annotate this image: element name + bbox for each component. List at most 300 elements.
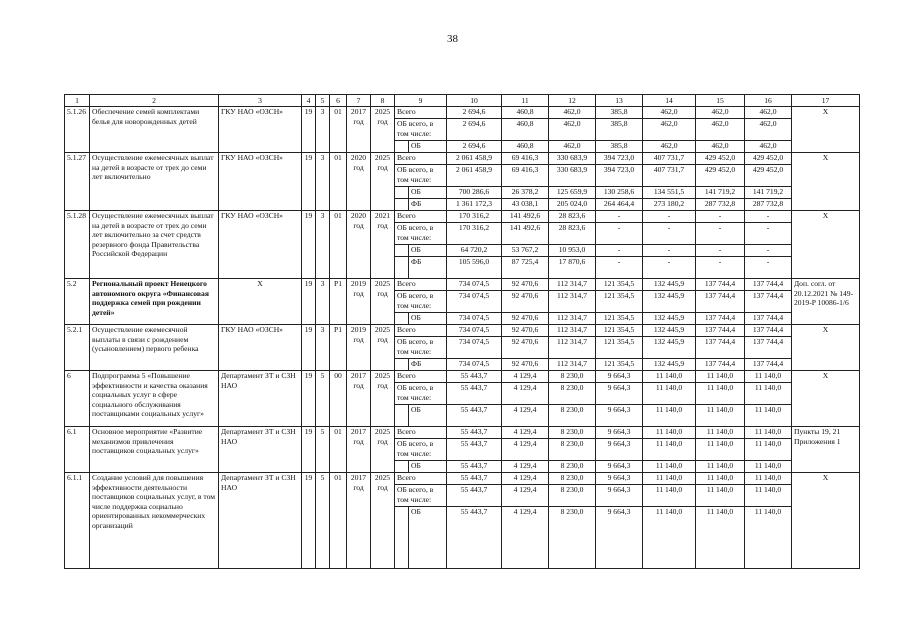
header-cell-4: 4	[302, 95, 316, 107]
amount-cell: 4 129,4	[502, 371, 549, 383]
amount-cell: 462,0	[643, 119, 696, 141]
amount-cell: 137 744,4	[696, 337, 745, 359]
item-name: Создание условий для повышения эффективности деятельности поставщиков социальных услуг, в том числе поддержка социально ориентированных некоммерческих организаций	[90, 473, 219, 569]
amount-cell: 170 316,2	[447, 223, 502, 245]
item-number: 5.1.27	[65, 153, 90, 211]
funding-source: ОБ всего, в том числе:	[395, 165, 447, 187]
funding-source: ОБ всего, в том числе:	[395, 291, 447, 313]
amount-cell: 11 140,0	[643, 439, 696, 461]
amount-cell: 125 659,9	[549, 187, 596, 199]
amount-cell: 462,0	[549, 141, 596, 153]
code-col-4: 19	[302, 279, 316, 325]
header-cell-10: 10	[447, 95, 502, 107]
funding-source: ОБ	[409, 187, 447, 199]
funding-source: ФБ	[409, 257, 447, 279]
amount-cell: 8 230,0	[549, 461, 596, 473]
indent-cell	[395, 199, 409, 211]
code-col-6: 01	[330, 473, 347, 569]
indent-cell	[395, 187, 409, 199]
header-cell-17: 17	[792, 95, 860, 107]
indent-cell	[395, 461, 409, 473]
end-year: 2025 год	[371, 279, 395, 325]
amount-cell: -	[696, 211, 745, 223]
amount-cell: -	[596, 211, 643, 223]
item-name: Основное мероприятие «Развитие механизмов привлечения поставщиков социальных услуг»	[90, 427, 219, 473]
amount-cell: 92 470,6	[502, 279, 549, 291]
start-year: 2019 год	[347, 325, 371, 371]
code-col-4: 19	[302, 153, 316, 211]
table-body	[65, 95, 860, 569]
header-cell-16: 16	[745, 95, 792, 107]
amount-cell: 385,8	[596, 107, 643, 119]
amount-cell: 134 551,5	[643, 187, 696, 199]
amount-cell: 11 140,0	[643, 383, 696, 405]
executor: Департамент ЗТ и СЗН НАО	[219, 473, 302, 569]
amount-cell: 9 664,3	[596, 371, 643, 383]
amount-cell: 330 683,9	[549, 165, 596, 187]
header-cell-8: 8	[371, 95, 395, 107]
amount-cell: 8 230,0	[549, 383, 596, 405]
amount-cell: 132 445,9	[643, 291, 696, 313]
amount-cell: 55 443,7	[447, 383, 502, 405]
amount-cell: 132 445,9	[643, 359, 696, 371]
indent-cell	[395, 405, 409, 427]
start-year: 2017 год	[347, 427, 371, 473]
amount-cell: -	[745, 257, 792, 279]
note-cell: X	[792, 211, 860, 279]
amount-cell: 69 416,3	[502, 153, 549, 165]
funding-source: ОБ	[409, 507, 447, 569]
indent-cell	[395, 245, 409, 257]
funding-source: ФБ	[409, 199, 447, 211]
amount-cell: 137 744,4	[745, 337, 792, 359]
amount-cell: 2 694,6	[447, 119, 502, 141]
amount-cell: 112 314,7	[549, 313, 596, 325]
amount-cell: 11 140,0	[696, 439, 745, 461]
amount-cell: 64 720,2	[447, 245, 502, 257]
header-cell-14: 14	[643, 95, 696, 107]
table-row	[65, 211, 860, 223]
amount-cell: 4 129,4	[502, 507, 549, 569]
amount-cell: 132 445,9	[643, 325, 696, 337]
amount-cell: 8 230,0	[549, 405, 596, 427]
amount-cell: 112 314,7	[549, 279, 596, 291]
funding-source: Всего	[395, 473, 447, 485]
amount-cell: 53 767,2	[502, 245, 549, 257]
amount-cell: 137 744,4	[696, 291, 745, 313]
amount-cell: 55 443,7	[447, 485, 502, 507]
amount-cell: 4 129,4	[502, 485, 549, 507]
amount-cell: 4 129,4	[502, 439, 549, 461]
amount-cell: 141 492,6	[502, 211, 549, 223]
amount-cell: -	[745, 245, 792, 257]
executor: ГКУ НАО «ОЗСН»	[219, 325, 302, 371]
amount-cell: 462,0	[643, 141, 696, 153]
item-name: Подпрограмма 5 «Повышение эффективности и качества оказания социальных услуг в сфере социального обслуживания поставщиками социальных услуг»	[90, 371, 219, 427]
amount-cell: 462,0	[549, 119, 596, 141]
end-year: 2025 год	[371, 473, 395, 569]
funding-source: ОБ всего, в том числе:	[395, 119, 447, 141]
header-cell-13: 13	[596, 95, 643, 107]
amount-cell: 121 354,5	[596, 337, 643, 359]
amount-cell: 112 314,7	[549, 291, 596, 313]
amount-cell: 1 361 172,3	[447, 199, 502, 211]
code-col-6: 01	[330, 153, 347, 211]
header-row	[65, 95, 860, 107]
amount-cell: 205 024,0	[549, 199, 596, 211]
amount-cell: 137 744,4	[745, 325, 792, 337]
page-number: 38	[447, 33, 458, 45]
amount-cell: 121 354,5	[596, 313, 643, 325]
end-year: 2025 год	[371, 325, 395, 371]
start-year: 2017 год	[347, 371, 371, 427]
amount-cell: 264 464,4	[596, 199, 643, 211]
amount-cell: -	[596, 257, 643, 279]
amount-cell: 137 744,4	[745, 279, 792, 291]
funding-source: ОБ	[409, 141, 447, 153]
funding-source: ОБ	[409, 245, 447, 257]
funding-source: ОБ всего, в том числе:	[395, 337, 447, 359]
amount-cell: 4 129,4	[502, 473, 549, 485]
amount-cell: 462,0	[745, 119, 792, 141]
code-col-6: P1	[330, 279, 347, 325]
amount-cell: 4 129,4	[502, 405, 549, 427]
code-col-4: 19	[302, 107, 316, 153]
amount-cell: 112 314,7	[549, 359, 596, 371]
item-number: 5.1.26	[65, 107, 90, 153]
amount-cell: 11 140,0	[643, 473, 696, 485]
amount-cell: -	[643, 245, 696, 257]
code-col-4: 19	[302, 211, 316, 279]
amount-cell: 92 470,6	[502, 337, 549, 359]
amount-cell: 8 230,0	[549, 439, 596, 461]
amount-cell: 11 140,0	[696, 485, 745, 507]
amount-cell: 137 744,4	[696, 313, 745, 325]
executor: ГКУ НАО «ОЗСН»	[219, 211, 302, 279]
amount-cell: 92 470,6	[502, 291, 549, 313]
amount-cell: 112 314,7	[549, 337, 596, 359]
amount-cell: 11 140,0	[696, 383, 745, 405]
amount-cell: 132 445,9	[643, 337, 696, 359]
amount-cell: 9 664,3	[596, 485, 643, 507]
item-name: Региональный проект Ненецкого автономного округа «Финансовая поддержка семей при рождении детей»	[90, 279, 219, 325]
amount-cell: 460,8	[502, 119, 549, 141]
amount-cell: 460,8	[502, 141, 549, 153]
code-col-6: 01	[330, 107, 347, 153]
amount-cell: 734 074,5	[447, 313, 502, 325]
code-col-5: 5	[316, 473, 330, 569]
executor: Департамент ЗТ и СЗН НАО	[219, 371, 302, 427]
amount-cell: 734 074,5	[447, 279, 502, 291]
amount-cell: 462,0	[745, 141, 792, 153]
amount-cell: -	[643, 211, 696, 223]
amount-cell: 9 664,3	[596, 473, 643, 485]
funding-source: Всего	[395, 211, 447, 223]
amount-cell: 141 719,2	[745, 187, 792, 199]
executor: ГКУ НАО «ОЗСН»	[219, 153, 302, 211]
end-year: 2021 год	[371, 211, 395, 279]
code-col-6: 01	[330, 427, 347, 473]
amount-cell: 9 664,3	[596, 461, 643, 473]
amount-cell: 87 725,4	[502, 257, 549, 279]
amount-cell: 734 074,5	[447, 337, 502, 359]
amount-cell: 8 230,0	[549, 427, 596, 439]
amount-cell: -	[643, 223, 696, 245]
amount-cell: 11 140,0	[696, 371, 745, 383]
amount-cell: 55 443,7	[447, 427, 502, 439]
executor: Департамент ЗТ и СЗН НАО	[219, 427, 302, 473]
note-cell: Доп. согл. от 20.12.2021 № 149-2019-P 10086-1/6	[792, 279, 860, 325]
amount-cell: 55 443,7	[447, 507, 502, 569]
start-year: 2020 год	[347, 153, 371, 211]
amount-cell: 11 140,0	[643, 427, 696, 439]
amount-cell: 462,0	[696, 119, 745, 141]
budget-table	[64, 94, 860, 569]
code-col-5: 3	[316, 325, 330, 371]
amount-cell: 137 744,4	[696, 325, 745, 337]
amount-cell: 460,8	[502, 107, 549, 119]
indent-cell	[395, 257, 409, 279]
amount-cell: 8 230,0	[549, 507, 596, 569]
amount-cell: 4 129,4	[502, 427, 549, 439]
table-row	[65, 427, 860, 439]
amount-cell: 11 140,0	[696, 427, 745, 439]
amount-cell: 9 664,3	[596, 439, 643, 461]
amount-cell: 4 129,4	[502, 383, 549, 405]
amount-cell: 734 074,5	[447, 359, 502, 371]
item-name: Осуществление ежемесячных выплат на детей в возрасте от трех до семи лет включительно за счет средств резервного фонда Правительства Российской Федерации	[90, 211, 219, 279]
end-year: 2025 год	[371, 427, 395, 473]
funding-source: Всего	[395, 279, 447, 291]
header-cell-15: 15	[696, 95, 745, 107]
code-col-5: 5	[316, 427, 330, 473]
amount-cell: 8 230,0	[549, 485, 596, 507]
amount-cell: 26 378,2	[502, 187, 549, 199]
header-cell-9: 9	[395, 95, 447, 107]
amount-cell: 330 683,9	[549, 153, 596, 165]
funding-source: ОБ	[409, 405, 447, 427]
amount-cell: -	[596, 223, 643, 245]
amount-cell: 137 744,4	[745, 359, 792, 371]
amount-cell: 11 140,0	[745, 485, 792, 507]
code-col-5: 5	[316, 371, 330, 427]
amount-cell: 112 314,7	[549, 325, 596, 337]
code-col-4: 19	[302, 473, 316, 569]
amount-cell: 462,0	[745, 107, 792, 119]
table-row	[65, 473, 860, 485]
amount-cell: 105 596,0	[447, 257, 502, 279]
amount-cell: 141 719,2	[696, 187, 745, 199]
code-col-5: 3	[316, 279, 330, 325]
amount-cell: -	[745, 223, 792, 245]
amount-cell: 462,0	[696, 141, 745, 153]
amount-cell: 10 953,0	[549, 245, 596, 257]
amount-cell: 11 140,0	[745, 461, 792, 473]
amount-cell: 11 140,0	[643, 485, 696, 507]
funding-source: Всего	[395, 107, 447, 119]
amount-cell: 92 470,6	[502, 359, 549, 371]
amount-cell: 9 664,3	[596, 507, 643, 569]
amount-cell: 429 452,0	[696, 153, 745, 165]
amount-cell: 11 140,0	[745, 473, 792, 485]
item-number: 6.1.1	[65, 473, 90, 569]
start-year: 2017 год	[347, 107, 371, 153]
table-row	[65, 325, 860, 337]
funding-source: Всего	[395, 325, 447, 337]
table-row	[65, 371, 860, 383]
header-cell-12: 12	[549, 95, 596, 107]
item-name: Осуществление ежемесячных выплат на детей в возрасте от трех до семи лет включительно	[90, 153, 219, 211]
code-col-6: P1	[330, 325, 347, 371]
amount-cell: 734 074,5	[447, 325, 502, 337]
amount-cell: 2 694,6	[447, 107, 502, 119]
amount-cell: 11 140,0	[696, 507, 745, 569]
funding-source: Всего	[395, 153, 447, 165]
indent-cell	[395, 313, 409, 325]
amount-cell: 11 140,0	[745, 427, 792, 439]
funding-source: Всего	[395, 427, 447, 439]
code-col-4: 19	[302, 427, 316, 473]
amount-cell: 8 230,0	[549, 473, 596, 485]
funding-source: ОБ	[409, 461, 447, 473]
note-cell: X	[792, 473, 860, 569]
end-year: 2025 год	[371, 153, 395, 211]
amount-cell: 170 316,2	[447, 211, 502, 223]
funding-source: ФБ	[409, 359, 447, 371]
table-row	[65, 279, 860, 291]
amount-cell: 11 140,0	[643, 461, 696, 473]
amount-cell: 55 443,7	[447, 371, 502, 383]
funding-source: ОБ всего, в том числе:	[395, 223, 447, 245]
amount-cell: 11 140,0	[643, 371, 696, 383]
note-cell: Пункты 19, 21 Приложения 1	[792, 427, 860, 473]
amount-cell: 734 074,5	[447, 291, 502, 313]
amount-cell: 11 140,0	[745, 383, 792, 405]
note-cell: X	[792, 153, 860, 211]
amount-cell: -	[643, 257, 696, 279]
amount-cell: -	[696, 245, 745, 257]
amount-cell: 462,0	[549, 107, 596, 119]
amount-cell: 287 732,8	[745, 199, 792, 211]
amount-cell: 2 694,6	[447, 141, 502, 153]
start-year: 2020 год	[347, 211, 371, 279]
amount-cell: 462,0	[696, 107, 745, 119]
note-cell: X	[792, 107, 860, 153]
amount-cell: 9 664,3	[596, 405, 643, 427]
amount-cell: 55 443,7	[447, 405, 502, 427]
item-number: 5.1.28	[65, 211, 90, 279]
funding-source: ОБ всего, в том числе:	[395, 383, 447, 405]
amount-cell: 385,8	[596, 119, 643, 141]
amount-cell: 43 038,1	[502, 199, 549, 211]
header-cell-2: 2	[90, 95, 219, 107]
code-col-6: 00	[330, 371, 347, 427]
indent-cell	[395, 141, 409, 153]
amount-cell: -	[745, 211, 792, 223]
amount-cell: 9 664,3	[596, 427, 643, 439]
amount-cell: 28 823,6	[549, 223, 596, 245]
item-number: 5.2.1	[65, 325, 90, 371]
amount-cell: 407 731,7	[643, 153, 696, 165]
header-cell-5: 5	[316, 95, 330, 107]
amount-cell: 2 061 458,9	[447, 153, 502, 165]
amount-cell: 8 230,0	[549, 371, 596, 383]
header-cell-11: 11	[502, 95, 549, 107]
code-col-5: 3	[316, 107, 330, 153]
amount-cell: 121 354,5	[596, 291, 643, 313]
table-row	[65, 153, 860, 165]
item-name: Осуществление ежемесячной выплаты в связи с рождением (усыновлением) первого ребенка	[90, 325, 219, 371]
header-cell-3: 3	[219, 95, 302, 107]
amount-cell: 700 286,6	[447, 187, 502, 199]
amount-cell: -	[596, 245, 643, 257]
item-number: 6	[65, 371, 90, 427]
amount-cell: 137 744,4	[745, 291, 792, 313]
amount-cell: -	[696, 223, 745, 245]
amount-cell: 28 823,6	[549, 211, 596, 223]
amount-cell: 92 470,6	[502, 325, 549, 337]
amount-cell: 121 354,5	[596, 279, 643, 291]
amount-cell: 429 452,0	[745, 165, 792, 187]
header-cell-1: 1	[65, 95, 90, 107]
funding-source: ОБ всего, в том числе:	[395, 485, 447, 507]
funding-source: Всего	[395, 371, 447, 383]
amount-cell: 55 443,7	[447, 439, 502, 461]
amount-cell: 462,0	[643, 107, 696, 119]
executor: ГКУ НАО «ОЗСН»	[219, 107, 302, 153]
amount-cell: 429 452,0	[745, 153, 792, 165]
item-name: Обеспечение семей комплектами белья для новорожденных детей	[90, 107, 219, 153]
start-year: 2019 год	[347, 279, 371, 325]
item-number: 6.1	[65, 427, 90, 473]
amount-cell: 137 744,4	[696, 279, 745, 291]
table-row	[65, 107, 860, 119]
code-col-4: 19	[302, 371, 316, 427]
amount-cell: 9 664,3	[596, 383, 643, 405]
header-cell-7: 7	[347, 95, 371, 107]
amount-cell: -	[696, 257, 745, 279]
amount-cell: 55 443,7	[447, 461, 502, 473]
amount-cell: 2 061 458,9	[447, 165, 502, 187]
amount-cell: 141 492,6	[502, 223, 549, 245]
amount-cell: 394 723,0	[596, 153, 643, 165]
indent-cell	[395, 359, 409, 371]
end-year: 2025 год	[371, 371, 395, 427]
funding-source: ОБ всего, в том числе:	[395, 439, 447, 461]
amount-cell: 394 723,0	[596, 165, 643, 187]
amount-cell: 130 258,6	[596, 187, 643, 199]
amount-cell: 137 744,4	[745, 313, 792, 325]
amount-cell: 132 445,9	[643, 313, 696, 325]
start-year: 2017 год	[347, 473, 371, 569]
amount-cell: 385,8	[596, 141, 643, 153]
amount-cell: 69 416,3	[502, 165, 549, 187]
header-cell-6: 6	[330, 95, 347, 107]
item-number: 5.2	[65, 279, 90, 325]
funding-source: ОБ	[409, 313, 447, 325]
amount-cell: 55 443,7	[447, 473, 502, 485]
amount-cell: 132 445,9	[643, 279, 696, 291]
amount-cell: 11 140,0	[696, 461, 745, 473]
amount-cell: 92 470,6	[502, 313, 549, 325]
amount-cell: 11 140,0	[696, 405, 745, 427]
amount-cell: 11 140,0	[696, 473, 745, 485]
amount-cell: 11 140,0	[643, 405, 696, 427]
amount-cell: 4 129,4	[502, 461, 549, 473]
code-col-5: 3	[316, 211, 330, 279]
code-col-4: 19	[302, 325, 316, 371]
amount-cell: 429 452,0	[696, 165, 745, 187]
